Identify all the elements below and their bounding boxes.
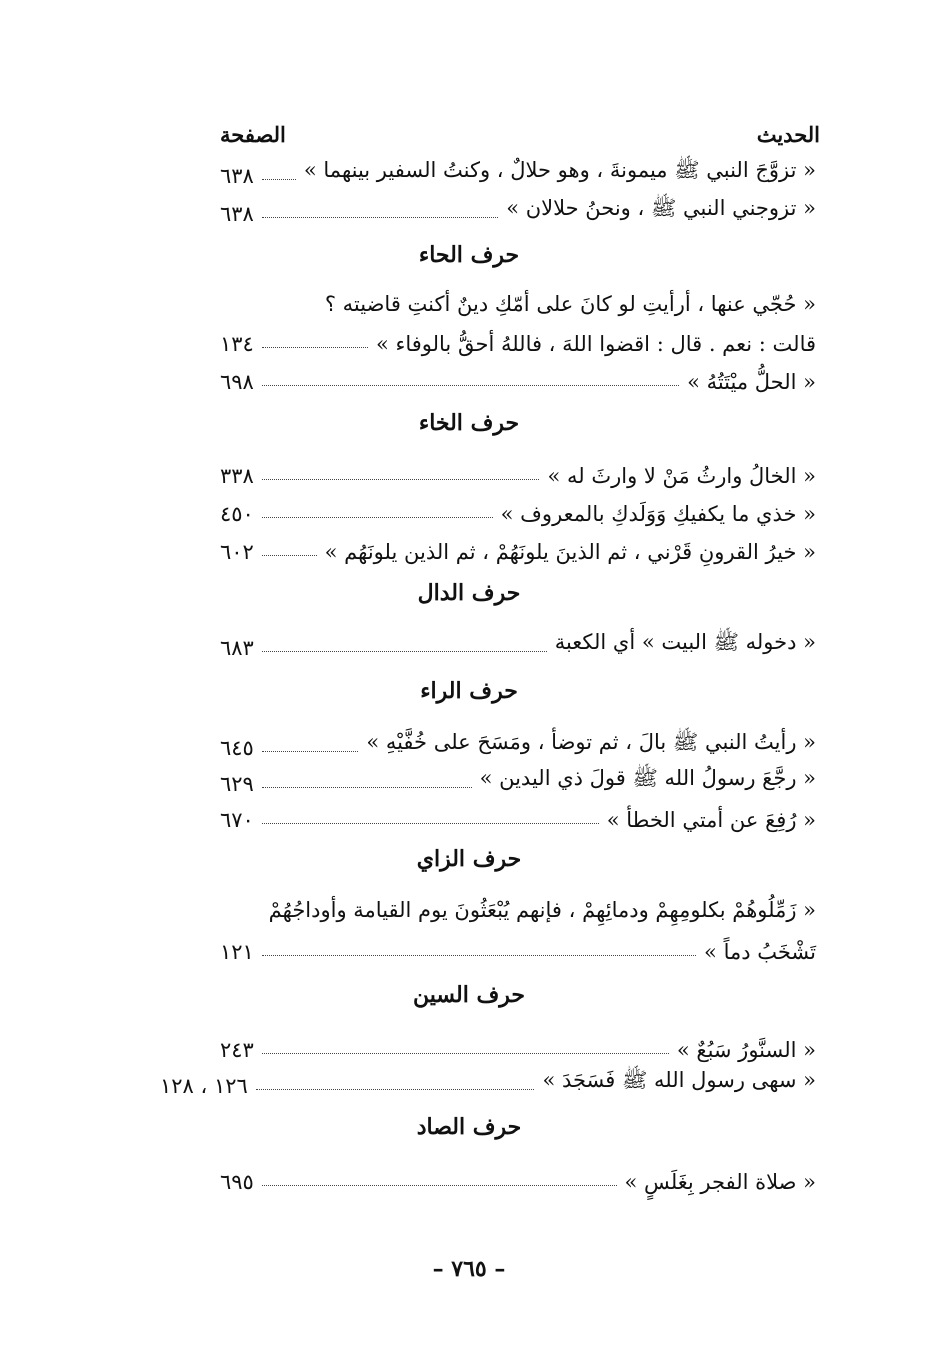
index-entry bbox=[220, 194, 816, 226]
entry-text: « صلاة الفجر بِغَلَسٍ » bbox=[624, 1170, 816, 1194]
entry-text: تَشْخَبُ دماً » bbox=[704, 940, 816, 964]
dot-leader bbox=[262, 517, 493, 518]
entry-text: « دخوله ﷺ البيت » أي الكعبة bbox=[554, 630, 816, 654]
dot-leader bbox=[256, 1089, 535, 1090]
entry-page-number: ٦٤٥ bbox=[220, 736, 254, 760]
index-entry bbox=[220, 156, 816, 188]
index-entry bbox=[220, 932, 816, 964]
index-entry bbox=[160, 1066, 816, 1098]
section-heading-haa: حرف الحاء bbox=[418, 242, 520, 268]
section-heading-raa: حرف الراء bbox=[420, 678, 518, 704]
index-entry bbox=[220, 728, 816, 760]
entry-page-number: ١٣٤ bbox=[220, 332, 254, 356]
dot-leader bbox=[262, 385, 679, 386]
index-entry bbox=[220, 362, 816, 394]
dot-leader bbox=[262, 179, 296, 180]
index-entry bbox=[220, 494, 816, 526]
dot-leader bbox=[262, 651, 547, 652]
entry-text: « رُفِعَ عن أمتي الخطأ » bbox=[606, 808, 816, 832]
index-entry bbox=[220, 628, 816, 660]
entry-page-number: ٣٣٨ bbox=[220, 464, 254, 488]
section-heading-daal: حرف الدال bbox=[417, 580, 521, 606]
index-entry bbox=[220, 532, 816, 564]
page-number-footer: – ٧٦٥ – bbox=[432, 1256, 506, 1282]
index-entry bbox=[220, 1162, 816, 1194]
dot-leader bbox=[262, 479, 540, 480]
entry-page-number: ٦٣٨ bbox=[220, 202, 254, 226]
entry-text-line: « زَمِّلُوهُمْ بكلومِهِمْ ودمائِهِمْ ، فإنهم يُبْعَثُونَ يوم القيامة وأوداجُهُمْ bbox=[268, 898, 816, 922]
column-header-hadith: الحديث bbox=[756, 122, 820, 147]
entry-text: « تزوَّجَ النبي ﷺ ميمونةَ ، وهو حلالٌ ، وكنتُ السفير بينهما » bbox=[303, 158, 816, 182]
dot-leader bbox=[262, 751, 358, 752]
section-heading-khaa: حرف الخاء bbox=[418, 410, 520, 436]
index-entry bbox=[220, 456, 816, 488]
dot-leader bbox=[262, 823, 599, 824]
entry-text: « رأيتُ النبي ﷺ بالَ ، ثم توضأ ، ومَسَحَ على خُفَّيْهِ » bbox=[366, 730, 816, 754]
dot-leader bbox=[262, 217, 498, 218]
entry-text: « خذي ما يكفيكِ وَوَلَدكِ بالمعروف » bbox=[500, 502, 816, 526]
entry-text: « الخالُ وارثُ مَنْ لا وارثَ له » bbox=[547, 464, 816, 488]
dot-leader bbox=[262, 347, 368, 348]
dot-leader bbox=[262, 955, 696, 956]
dot-leader bbox=[262, 1185, 617, 1186]
entry-text: « السنَّورُ سَبُعٌ » bbox=[676, 1038, 816, 1062]
entry-text: « تزوجني النبي ﷺ ، ونحنُ حلالان » bbox=[506, 196, 816, 220]
entry-text-line: « حُجّي عنها ، أرأيتِ لو كانَ على أمّكِ دينٌ أكنتِ قاضيته ؟ bbox=[324, 292, 816, 316]
section-heading-zaay: حرف الزاي bbox=[416, 846, 522, 872]
column-header-page: الصفحة bbox=[220, 122, 286, 147]
entry-page-number: ٦٣٨ bbox=[220, 164, 254, 188]
entry-text: « سهى رسول الله ﷺ فَسَجَدَ » bbox=[542, 1068, 816, 1092]
entry-page-number: ٦٨٣ bbox=[220, 636, 254, 660]
entry-page-number: ٦٩٥ bbox=[220, 1170, 254, 1194]
entry-page-number: ٦٧٠ bbox=[220, 808, 254, 832]
index-entry bbox=[220, 764, 816, 796]
entry-text: « خيرُ القرونِ قَرْني ، ثم الذينَ يلونَهُمْ ، ثم الذين يلونَهُم » bbox=[324, 540, 816, 564]
section-heading-saad: حرف الصاد bbox=[416, 1114, 522, 1140]
dot-leader bbox=[262, 787, 472, 788]
index-entry bbox=[220, 324, 816, 356]
index-entry bbox=[220, 1030, 816, 1062]
dot-leader bbox=[262, 555, 317, 556]
index-entry bbox=[220, 800, 816, 832]
section-heading-seen: حرف السين bbox=[412, 982, 526, 1008]
entry-text: قالت : نعم . قال : اقضوا اللهَ ، فاللهُ أحقُّ بالوفاء » bbox=[375, 332, 816, 356]
entry-text: « رجَّعَ رسولُ الله ﷺ قولَ ذي اليدين » bbox=[479, 766, 816, 790]
entry-page-number: ١٢٦ ، ١٢٨ bbox=[160, 1074, 248, 1098]
entry-text: « الحلُّ ميْتَتُهُ » bbox=[687, 370, 816, 394]
entry-page-number: ٦٠٢ bbox=[220, 540, 254, 564]
entry-page-number: ٢٤٣ bbox=[220, 1038, 254, 1062]
entry-page-number: ٦٩٨ bbox=[220, 370, 254, 394]
entry-page-number: ١٢١ bbox=[220, 940, 254, 964]
entry-page-number: ٦٢٩ bbox=[220, 772, 254, 796]
dot-leader bbox=[262, 1053, 669, 1054]
entry-page-number: ٤٥٠ bbox=[220, 502, 254, 526]
